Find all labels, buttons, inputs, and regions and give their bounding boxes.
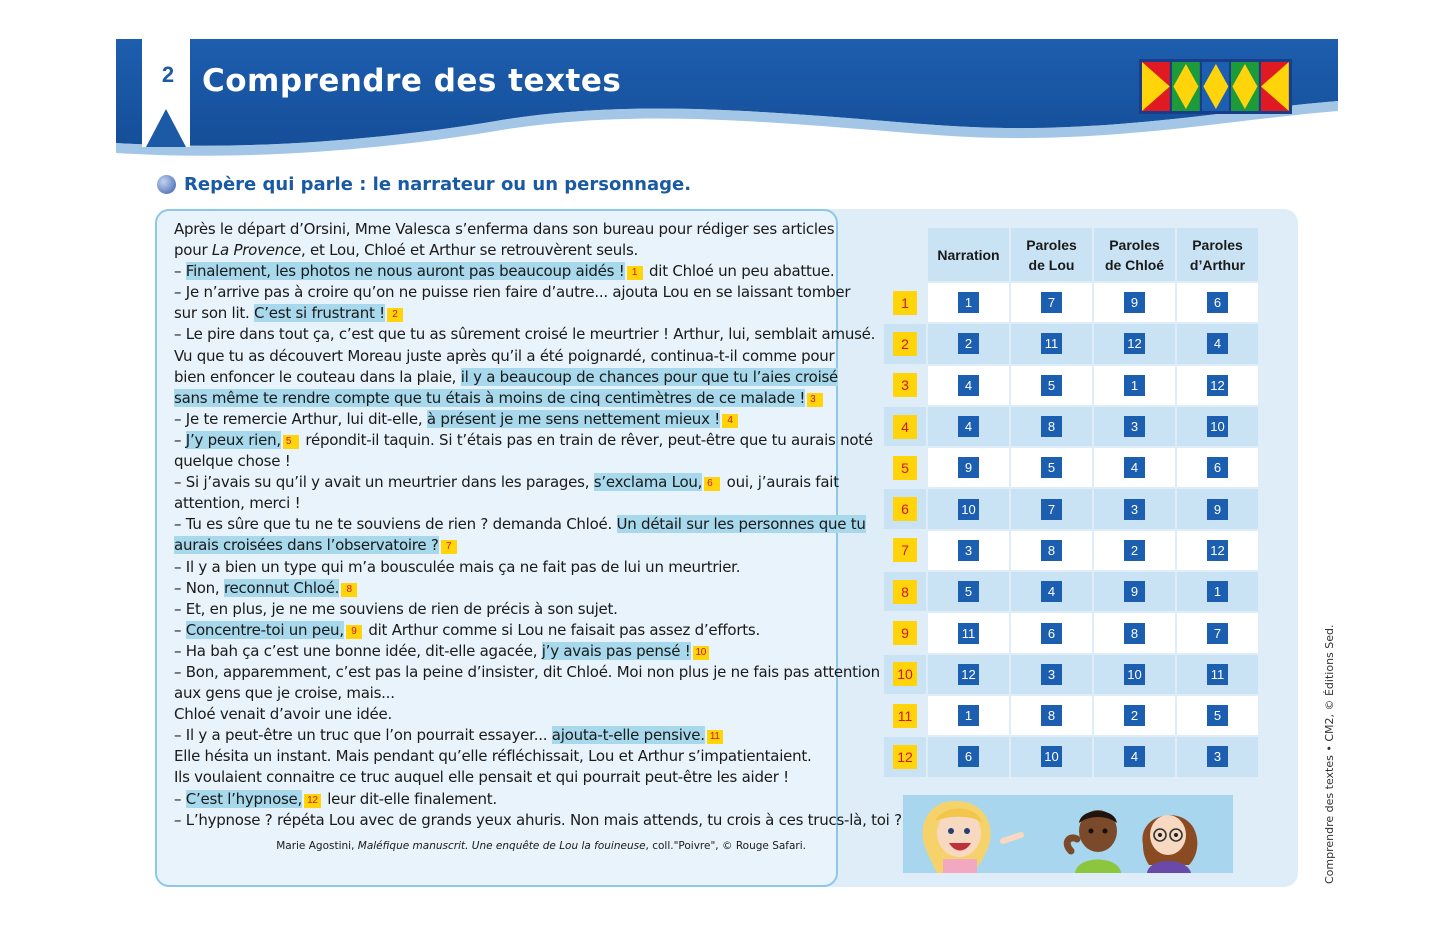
answer-number-badge: 4: [958, 375, 979, 396]
story-text-segment: bien enfoncer le couteau dans la plaie,: [174, 367, 461, 386]
story-text-segment: – Bon, apparemment, c’est pas la peine d’insister, dit Chloé. Moi non plus je ne fais pas attention: [174, 662, 880, 681]
grid-row-header: [884, 366, 926, 405]
grid-cell[interactable]: [1094, 324, 1175, 363]
highlighted-speech: C’est si frustrant !: [254, 304, 385, 323]
answer-number-badge: 4: [1207, 333, 1228, 354]
story-text-segment: – Le pire dans tout ça, c’est que tu as sûrement croisé le meurtrier ! Arthur, lui, semblait amusé.: [174, 325, 876, 344]
row-number-badge: 7: [893, 538, 917, 562]
answer-number-badge: 3: [958, 540, 979, 561]
story-text-segment: – Si j’avais su qu’il y avait un meurtrier dans les parages,: [174, 473, 594, 492]
answer-number-badge: 2: [1124, 540, 1145, 561]
grid-cell[interactable]: [1177, 448, 1258, 487]
answer-number-badge: 4: [958, 416, 979, 437]
story-line: [174, 725, 807, 746]
story-text-segment: – Non,: [174, 578, 224, 597]
story-line: [174, 704, 807, 725]
grid-row-header: [884, 407, 926, 446]
grid-corner: [884, 228, 926, 281]
story-text-segment: leur dit-elle finalement.: [322, 789, 497, 808]
grid-cell[interactable]: [928, 448, 1009, 487]
answer-number-badge: 1: [958, 705, 979, 726]
story-text-segment: – Je te remercie Arthur, lui dit-elle,: [174, 409, 427, 428]
story-line: [174, 219, 835, 240]
grid-row: [884, 407, 1258, 446]
grid-cell[interactable]: [1094, 613, 1175, 652]
highlighted-speech: il y a beaucoup de chances pour que tu l’aies croisé: [460, 367, 839, 386]
story-text-segment: Chloé venait d’avoir une idée.: [174, 705, 393, 724]
story-text-segment: –: [174, 430, 186, 449]
answer-number-badge: 9: [1124, 292, 1145, 313]
grid-row: [884, 283, 1258, 322]
grid-cell[interactable]: [1177, 324, 1258, 363]
page-title: Comprendre des textes: [202, 63, 622, 99]
grid-cell[interactable]: [928, 324, 1009, 363]
grid-cell[interactable]: [1094, 737, 1175, 776]
grid-row-header: [884, 696, 926, 735]
grid-cell[interactable]: [928, 489, 1009, 528]
grid-row-header: [884, 283, 926, 322]
grid-cell[interactable]: [928, 572, 1009, 611]
answer-number-badge: 11: [958, 623, 979, 644]
grid-row-header: [884, 448, 926, 487]
story-text-segment: – Ha bah ça c’est une bonne idée, dit-elle agacée,: [174, 641, 542, 660]
highlighted-speech: reconnut Chloé.: [223, 578, 340, 597]
children-illustration: [903, 795, 1233, 873]
answer-number-badge: 6: [1207, 292, 1228, 313]
row-number-badge: 12: [893, 745, 917, 769]
grid-cell[interactable]: [1177, 531, 1258, 570]
page-footer: Comprendre des textes • CM2, © Éditions Sed.: [1323, 624, 1336, 884]
grid-row: [884, 448, 1258, 487]
grid-row: [884, 696, 1258, 735]
story-line: [174, 451, 807, 472]
grid-row-header: [884, 572, 926, 611]
source-author: Marie Agostini,: [276, 840, 358, 852]
segment-number-badge: 10: [693, 646, 710, 660]
grid-cell[interactable]: [1177, 613, 1258, 652]
logo-mosaic-icon: [1139, 59, 1292, 114]
highlighted-speech: Finalement, les photos ne nous auront pas beaucoup aidés !: [185, 262, 625, 281]
story-line: [174, 789, 807, 810]
story-text-segment: – Tu es sûre que tu ne te souviens de rien ? demanda Chloé.: [174, 515, 617, 534]
story-line: [174, 599, 807, 620]
story-text-segment: quelque chose !: [174, 452, 291, 471]
grid-cell[interactable]: [1094, 283, 1175, 322]
answer-number-badge: 5: [958, 581, 979, 602]
grid-cell[interactable]: [1177, 407, 1258, 446]
answer-number-badge: 8: [1124, 623, 1145, 644]
row-number-badge: 9: [893, 621, 917, 645]
segment-number-badge: 12: [304, 794, 321, 808]
grid-row: [884, 489, 1258, 528]
row-number-badge: 1: [893, 291, 917, 315]
story-line: [174, 514, 866, 535]
answer-number-badge: 5: [1041, 457, 1062, 478]
grid-row-header: [884, 531, 926, 570]
highlighted-speech: à présent je me sens nettement mieux !: [426, 409, 720, 428]
segment-number-badge: 3: [807, 393, 823, 407]
grid-cell[interactable]: [1177, 283, 1258, 322]
grid-cell[interactable]: [928, 283, 1009, 322]
grid-cell[interactable]: [928, 696, 1009, 735]
answer-number-badge: 1: [1124, 375, 1145, 396]
highlighted-speech: Un détail sur les personnes que tu: [616, 515, 866, 534]
story-text-segment: dit Arthur comme si Lou ne faisait pas assez d’efforts.: [363, 620, 760, 639]
story-line: [174, 493, 807, 514]
story-text-segment: – Il y a bien un type qui m’a bousculée mais ça ne fait pas de lui un meurtrier.: [174, 557, 741, 576]
story-text-segment: Après le départ d’Orsini, Mme Valesca s’enferma dans son bureau pour rédiger ses articles: [174, 220, 835, 238]
grid-column-header: Paroles d’Arthur: [1177, 228, 1258, 281]
grid-row-header: [884, 737, 926, 776]
story-text-segment: dit Chloé un peu abattue.: [644, 262, 835, 281]
grid-cell[interactable]: [1011, 655, 1092, 694]
story-text-segment: Ils voulaient connaitre ce truc auquel elle pensait et qui pourrait peut-être les aider !: [174, 768, 789, 787]
story-line: [174, 303, 807, 324]
chapter-number: 2: [161, 62, 175, 87]
story-text-segment: sur son lit.: [174, 304, 255, 323]
story-text-segment: – L’hypnose ? répéta Lou avec de grands yeux ahuris. Non mais attends, tu crois à ces trucs-là, toi ?: [174, 810, 902, 829]
answer-number-badge: 12: [958, 664, 979, 685]
story-text-segment: , et Lou, Chloé et Arthur se retrouvèrent seuls.: [300, 241, 639, 260]
story-text-segment: Elle hésita un instant. Mais pendant qu’elle réfléchissait, Lou et Arthur s’impatientaient.: [174, 747, 812, 766]
answer-number-badge: 3: [1207, 746, 1228, 767]
story-line: [174, 746, 812, 767]
segment-number-badge: 6: [704, 477, 720, 491]
grid-row-header: [884, 324, 926, 363]
story-line: [174, 409, 807, 430]
answer-number-badge: 10: [958, 499, 979, 520]
answer-number-badge: 7: [1041, 292, 1062, 313]
grid-cell[interactable]: [1011, 572, 1092, 611]
story-text-segment: aux gens que je croise, mais...: [174, 684, 395, 703]
answer-grid: [882, 226, 1260, 779]
bullet-icon: [157, 175, 176, 194]
answer-number-badge: 1: [1207, 581, 1228, 602]
answer-number-badge: 5: [1041, 375, 1062, 396]
grid-column-header: Paroles de Chloé: [1094, 228, 1175, 281]
answer-number-badge: 10: [1207, 416, 1228, 437]
grid-cell[interactable]: [1094, 572, 1175, 611]
segment-number-badge: 7: [441, 540, 457, 554]
story-line: [174, 810, 902, 831]
answer-number-badge: 3: [1124, 416, 1145, 437]
story-text: [174, 219, 902, 831]
grid-row: [884, 366, 1258, 405]
segment-number-badge: 1: [627, 266, 643, 280]
grid-cell[interactable]: [1177, 489, 1258, 528]
grid-cell[interactable]: [1011, 283, 1092, 322]
story-text-segment: – Je n’arrive pas à croire qu’on ne puisse rien faire d’autre... ajouta Lou en se laissant tomber: [174, 283, 851, 302]
grid-cell[interactable]: [1011, 407, 1092, 446]
story-line: [174, 388, 816, 409]
grid-cell[interactable]: [928, 366, 1009, 405]
grid-cell[interactable]: [1011, 489, 1092, 528]
grid-cell[interactable]: [1177, 696, 1258, 735]
answer-number-badge: 2: [1124, 705, 1145, 726]
highlighted-speech: ajouta-t-elle pensive.: [551, 726, 705, 745]
source-work: Maléfique manuscrit. Une enquête de Lou la fouineuse: [357, 840, 646, 852]
story-line: [174, 641, 807, 662]
grid-column-header: Paroles de Lou: [1011, 228, 1092, 281]
segment-number-badge: 11: [707, 730, 723, 744]
grid-row: [884, 655, 1258, 694]
answer-number-badge: 3: [1124, 499, 1145, 520]
answer-number-badge: 7: [1041, 499, 1062, 520]
answer-number-badge: 4: [1124, 457, 1145, 478]
answer-number-badge: 12: [1207, 540, 1228, 561]
segment-number-badge: 5: [283, 435, 299, 449]
story-line: [174, 346, 835, 367]
highlighted-speech: aurais croisées dans l’observatoire ?: [174, 536, 439, 555]
highlighted-speech: C’est l’hypnose,: [185, 789, 303, 808]
story-line: [174, 430, 873, 451]
segment-number-badge: 8: [341, 583, 357, 597]
answer-number-badge: 5: [1207, 705, 1228, 726]
highlighted-speech: J’y peux rien,: [185, 430, 281, 449]
instruction-text: Repère qui parle : le narrateur ou un personnage.: [184, 174, 692, 195]
story-text-segment: La Provence: [211, 241, 301, 260]
grid-row-header: [884, 655, 926, 694]
story-line: [174, 472, 839, 493]
grid-cell[interactable]: [928, 737, 1009, 776]
answer-number-badge: 3: [1041, 664, 1062, 685]
grid-column-header: Narration: [928, 228, 1009, 281]
row-number-badge: 8: [893, 580, 917, 604]
grid-row: [884, 613, 1258, 652]
row-number-badge: 2: [893, 332, 917, 356]
segment-number-badge: 2: [387, 308, 403, 322]
story-text-segment: Vu que tu as découvert Moreau juste après qu’il a été poignardé, continua-t-il comme pour: [174, 346, 835, 365]
grid-cell[interactable]: [1177, 572, 1258, 611]
grid-cell[interactable]: [1177, 366, 1258, 405]
row-number-badge: 11: [893, 704, 917, 728]
grid-cell[interactable]: [1094, 407, 1175, 446]
grid-cell[interactable]: [928, 531, 1009, 570]
answer-number-badge: 2: [958, 333, 979, 354]
grid-row: [884, 324, 1258, 363]
row-number-badge: 3: [893, 373, 917, 397]
grid-cell[interactable]: [1011, 613, 1092, 652]
story-text-segment: – Et, en plus, je ne me souviens de rien de précis à son sujet.: [174, 599, 618, 618]
grid-cell[interactable]: [928, 407, 1009, 446]
answer-number-badge: 6: [958, 746, 979, 767]
row-number-badge: 4: [893, 415, 917, 439]
row-number-badge: 6: [893, 497, 917, 521]
grid-cell[interactable]: [1011, 696, 1092, 735]
answer-number-badge: 11: [1207, 664, 1228, 685]
story-text-segment: répondit-il taquin. Si t’étais pas en train de rêver, peut-être que tu aurais noté: [300, 430, 873, 449]
story-line: [174, 324, 876, 345]
story-line: [174, 261, 835, 282]
grid-cell[interactable]: [1177, 655, 1258, 694]
grid-row: [884, 572, 1258, 611]
grid-cell[interactable]: [1094, 448, 1175, 487]
highlighted-speech: Concentre-toi un peu,: [185, 620, 344, 639]
instruction: [157, 174, 691, 195]
answer-number-badge: 8: [1041, 540, 1062, 561]
source-rest: , coll."Poivre", © Rouge Safari.: [645, 840, 806, 852]
answer-number-badge: 12: [1124, 333, 1145, 354]
row-number-badge: 10: [893, 662, 917, 686]
grid-cell[interactable]: [1011, 366, 1092, 405]
answer-number-badge: 9: [1124, 581, 1145, 602]
answer-number-badge: 6: [1207, 457, 1228, 478]
grid-cell[interactable]: [1094, 655, 1175, 694]
story-line: [174, 282, 851, 303]
story-line: [174, 535, 807, 556]
grid-cell[interactable]: [1177, 737, 1258, 776]
story-line: [174, 620, 807, 641]
grid-cell[interactable]: [1011, 737, 1092, 776]
grid-cell[interactable]: [928, 613, 1009, 652]
answer-number-badge: 4: [1041, 581, 1062, 602]
grid-cell[interactable]: [1011, 448, 1092, 487]
story-text-segment: –: [174, 620, 186, 639]
answer-number-badge: 4: [1124, 746, 1145, 767]
grid-cell[interactable]: [1094, 696, 1175, 735]
story-line: [174, 683, 807, 704]
grid-cell[interactable]: [1094, 531, 1175, 570]
answer-number-badge: 9: [1207, 499, 1228, 520]
answer-number-badge: 9: [958, 457, 979, 478]
story-line: [174, 557, 807, 578]
story-text-segment: pour: [174, 241, 212, 260]
answer-number-badge: 8: [1041, 416, 1062, 437]
segment-number-badge: 4: [722, 414, 738, 428]
highlighted-speech: s’exclama Lou,: [593, 473, 703, 492]
grid-cell[interactable]: [928, 655, 1009, 694]
answer-number-badge: 11: [1041, 333, 1062, 354]
story-text-segment: –: [174, 789, 186, 808]
story-line: [174, 367, 839, 388]
story-line: [174, 240, 807, 261]
highlighted-speech: j’y avais pas pensé !: [541, 641, 691, 660]
grid-cell[interactable]: [1011, 324, 1092, 363]
grid-row-header: [884, 489, 926, 528]
grid-cell[interactable]: [1094, 489, 1175, 528]
story-text-segment: attention, merci !: [174, 494, 301, 513]
story-line: [174, 578, 807, 599]
source-citation: [276, 840, 806, 852]
grid-row: [884, 531, 1258, 570]
answer-number-badge: 6: [1041, 623, 1062, 644]
highlighted-speech: sans même te rendre compte que tu étais à moins de cinq centimètres de ce malade !: [174, 388, 806, 407]
story-text-segment: oui, j’aurais fait: [722, 473, 839, 492]
row-number-badge: 5: [893, 456, 917, 480]
story-text-segment: –: [174, 262, 186, 281]
grid-cell[interactable]: [1094, 366, 1175, 405]
story-line: [174, 767, 807, 788]
grid-cell[interactable]: [1011, 531, 1092, 570]
grid-row-header: [884, 613, 926, 652]
answer-number-badge: 7: [1207, 623, 1228, 644]
answer-number-badge: 10: [1041, 746, 1062, 767]
segment-number-badge: 9: [346, 625, 362, 639]
answer-number-badge: 1: [958, 292, 979, 313]
answer-number-badge: 8: [1041, 705, 1062, 726]
answer-number-badge: 12: [1207, 375, 1228, 396]
story-text-segment: – Il y a peut-être un truc que l’on pourrait essayer...: [174, 726, 552, 745]
grid-row: [884, 737, 1258, 776]
answer-number-badge: 10: [1124, 664, 1145, 685]
story-line: [174, 662, 880, 683]
